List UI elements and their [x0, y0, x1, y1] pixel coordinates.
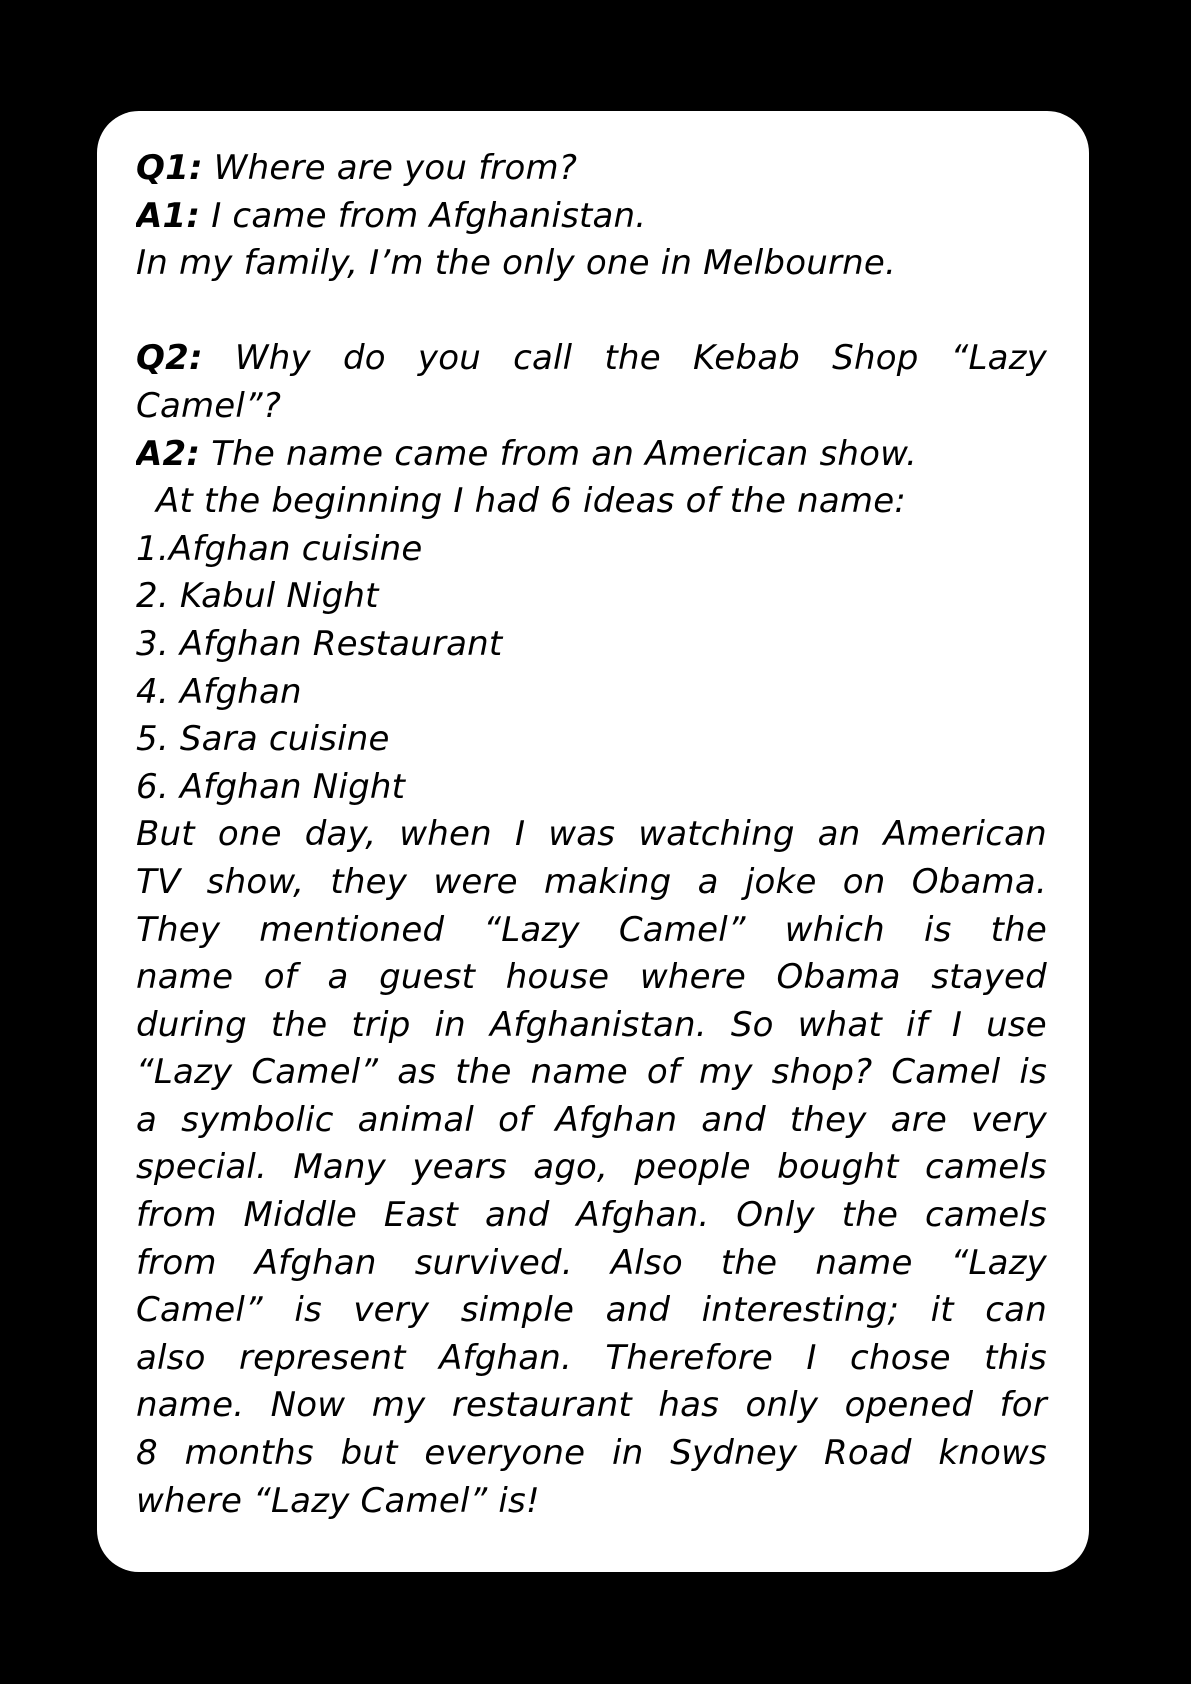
story-word: making	[544, 861, 672, 902]
answer-1-line-2: In my family, I’m the only one in Melbourne.	[136, 243, 897, 284]
question-2-line-1	[136, 335, 1047, 383]
story-word: this	[984, 1337, 1047, 1378]
story-word: Road	[824, 1433, 912, 1474]
story-word: is	[1019, 1052, 1047, 1093]
story-word: and	[605, 1290, 671, 1331]
story-word: was	[548, 814, 616, 855]
answer-2-intro: At the beginning I had 6 ideas of the name:	[156, 481, 907, 522]
story-line	[136, 1430, 1047, 1478]
story-word: house	[505, 957, 610, 998]
story-word: where	[639, 957, 746, 998]
question-2-word: the	[604, 338, 661, 379]
story-word: American	[883, 814, 1047, 855]
story-word: Therefore	[605, 1337, 774, 1378]
story-word: “Lazy	[253, 1480, 350, 1521]
story-word: animal	[357, 1099, 475, 1140]
story-word: Sydney	[670, 1433, 798, 1474]
story-line	[136, 1002, 1047, 1050]
story-word: But	[136, 814, 195, 855]
story-word: Camel”	[360, 1480, 488, 1521]
story-word: a	[136, 1099, 158, 1140]
story-word: East	[383, 1195, 459, 1236]
story-word: which	[784, 909, 885, 950]
story-word: is	[294, 1290, 322, 1331]
answer-1	[136, 193, 1047, 241]
story-word: Now	[270, 1385, 346, 1426]
question-2-label: Q2:	[136, 338, 203, 379]
story-word: Many	[293, 1147, 386, 1188]
story-word: interesting;	[701, 1290, 900, 1331]
story-word: on	[842, 861, 886, 902]
story-word: Afghan.	[576, 1195, 710, 1236]
story-line	[136, 1192, 1047, 1240]
story-word: in	[612, 1433, 644, 1474]
story-line	[136, 1287, 1047, 1335]
story-line	[136, 1335, 1047, 1383]
paragraph-gap	[136, 288, 1047, 336]
story-word: I	[514, 814, 526, 855]
story-word: “Lazy	[136, 1052, 233, 1093]
story-paragraph	[136, 811, 1047, 1525]
story-word: also	[136, 1337, 206, 1378]
story-line	[136, 1478, 1047, 1526]
story-word: chose	[850, 1337, 951, 1378]
story-word: use	[986, 1004, 1047, 1045]
story-word: survived.	[414, 1242, 573, 1283]
question-2-line-2: Camel”?	[136, 385, 282, 426]
story-word: Afghanistan.	[489, 1004, 707, 1045]
story-line	[136, 1144, 1047, 1192]
story-word: my	[699, 1052, 753, 1093]
story-word: Obama	[776, 957, 901, 998]
story-word: my	[371, 1385, 426, 1426]
story-line	[136, 1382, 1047, 1430]
story-word: name	[136, 957, 234, 998]
answer-2-text: The name came from an American show.	[211, 433, 918, 474]
story-word: symbolic	[181, 1099, 334, 1140]
story-line	[136, 907, 1047, 955]
name-idea-item: 5. Sara cuisine	[136, 719, 390, 760]
story-word: as	[397, 1052, 437, 1093]
story-word: name.	[136, 1385, 245, 1426]
story-word: Afghan.	[439, 1337, 573, 1378]
story-word: shop?	[771, 1052, 873, 1093]
story-word: the	[841, 1195, 899, 1236]
story-word: stayed	[931, 957, 1047, 998]
story-word: where	[136, 1480, 243, 1521]
story-word: “Lazy	[950, 1242, 1047, 1283]
story-word: for	[999, 1385, 1047, 1426]
question-2-word: Why	[234, 338, 311, 379]
story-line	[136, 954, 1047, 1002]
question-1-label: Q1:	[136, 148, 203, 188]
story-word: the	[720, 1242, 778, 1283]
story-word: special.	[136, 1147, 268, 1188]
name-idea-item: 3. Afghan Restaurant	[136, 623, 503, 664]
story-word: Afghan	[254, 1242, 377, 1283]
story-word: Afghan	[555, 1099, 678, 1140]
story-word: a	[327, 957, 349, 998]
question-2-word: Shop	[832, 338, 919, 379]
answer-1-label: A1:	[136, 195, 201, 236]
story-word: from	[136, 1242, 217, 1283]
story-word: can	[985, 1290, 1047, 1331]
story-word: of	[498, 1099, 532, 1140]
story-word: knows	[938, 1433, 1047, 1474]
name-idea-item: 1.Afghan cuisine	[136, 528, 423, 569]
story-word: “Lazy	[483, 909, 580, 950]
story-word: represent	[239, 1337, 406, 1378]
story-word: watching	[638, 814, 795, 855]
story-word: I	[951, 1004, 963, 1045]
story-word: Camel”	[136, 1290, 263, 1331]
story-word: when	[399, 814, 492, 855]
story-word: Only	[736, 1195, 815, 1236]
story-word: one	[217, 814, 282, 855]
story-word: if	[906, 1004, 928, 1045]
story-word: So	[730, 1004, 774, 1045]
story-word: Also	[610, 1242, 683, 1283]
answer-2-label: A2:	[136, 433, 201, 474]
story-word: Middle	[243, 1195, 358, 1236]
story-word: what	[797, 1004, 882, 1045]
story-word: is	[923, 909, 952, 950]
story-word: bought	[777, 1147, 899, 1188]
story-word: Obama.	[911, 861, 1047, 902]
story-word: but	[340, 1433, 398, 1474]
story-word: everyone	[424, 1433, 586, 1474]
story-word: trip	[351, 1004, 411, 1045]
story-word: name	[815, 1242, 913, 1283]
question-2-word: Kebab	[693, 338, 801, 379]
question-2	[136, 335, 1047, 383]
question-2-word: you	[417, 338, 481, 379]
story-line	[136, 859, 1047, 907]
story-line	[136, 1240, 1047, 1288]
story-word: mentioned	[259, 909, 445, 950]
story-line	[136, 1049, 1047, 1097]
story-word: people	[634, 1147, 751, 1188]
story-word: the	[990, 909, 1047, 950]
name-idea-item: 4. Afghan	[136, 671, 302, 712]
story-word: they	[789, 1099, 867, 1140]
story-word: has	[658, 1385, 720, 1426]
story-word: in	[434, 1004, 466, 1045]
story-word: a	[697, 861, 719, 902]
story-word: They	[136, 909, 221, 950]
story-word: restaurant	[451, 1385, 632, 1426]
question-1-text: Where are you from?	[213, 148, 578, 188]
story-word: day,	[304, 814, 377, 855]
question-2-word: do	[342, 338, 386, 379]
story-word: it	[930, 1290, 954, 1331]
story-word: opened	[844, 1385, 974, 1426]
story-line	[136, 811, 1047, 859]
story-word: an	[817, 814, 861, 855]
story-word: simple	[460, 1290, 575, 1331]
name-ideas-list	[136, 526, 1047, 812]
interview-card	[97, 111, 1089, 1572]
story-word: only	[745, 1385, 819, 1426]
story-word: from	[136, 1195, 217, 1236]
story-word: I	[806, 1337, 817, 1378]
story-word: Camel”	[251, 1052, 379, 1093]
story-word: and	[701, 1099, 766, 1140]
story-word: very	[353, 1290, 430, 1331]
story-word: are	[890, 1099, 948, 1140]
question-2-word: call	[513, 338, 573, 379]
story-word: guest	[379, 957, 476, 998]
answer-2	[136, 431, 1047, 479]
story-word: is!	[498, 1480, 540, 1521]
story-word: they	[330, 861, 408, 902]
story-word: very	[971, 1099, 1047, 1140]
story-word: camels	[925, 1195, 1047, 1236]
story-word: ago,	[533, 1147, 609, 1188]
story-word: Camel”	[618, 909, 746, 950]
story-word: camels	[925, 1147, 1047, 1188]
story-word: years	[412, 1147, 507, 1188]
story-word: months	[184, 1433, 314, 1474]
name-idea-item: 2. Kabul Night	[136, 576, 379, 617]
story-word: TV	[136, 861, 181, 902]
story-word: show,	[206, 861, 305, 902]
story-word: the	[455, 1052, 512, 1093]
story-word: of	[263, 957, 297, 998]
story-word: joke	[744, 861, 817, 902]
answer-1-text: I came from Afghanistan.	[211, 195, 647, 236]
story-word: the	[270, 1004, 328, 1045]
name-idea-item: 6. Afghan Night	[136, 766, 406, 807]
story-word: during	[136, 1004, 247, 1045]
story-word: 8	[136, 1433, 158, 1474]
story-line	[136, 1097, 1047, 1145]
story-word: of	[646, 1052, 680, 1093]
story-word: Camel	[891, 1052, 1001, 1093]
story-word: were	[433, 861, 518, 902]
question-2-word: “Lazy	[950, 338, 1047, 379]
story-word: and	[484, 1195, 550, 1236]
question-1	[136, 145, 1047, 193]
story-word: name	[530, 1052, 628, 1093]
